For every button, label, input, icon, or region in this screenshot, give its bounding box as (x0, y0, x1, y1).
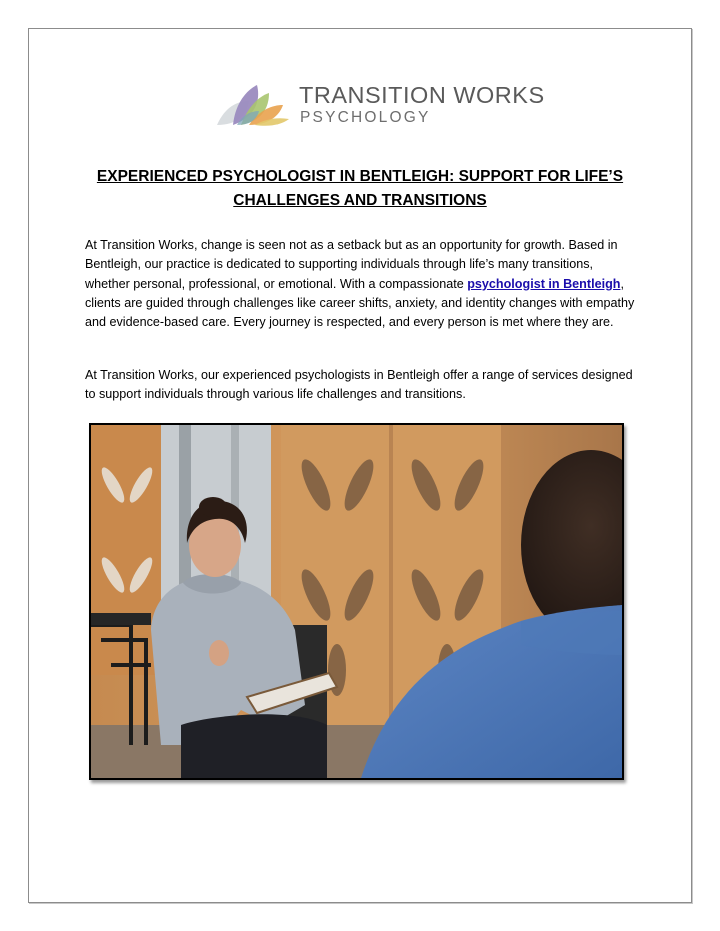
document-page (28, 28, 692, 903)
intro-text-after-link: , clients are guided through challenges like career shifts, anxiety, and identity changes with empathy and evidence-based care. Every journey is respected, and every person is met where they are. (85, 276, 635, 330)
title-line-2: CHALLENGES AND TRANSITIONS (233, 192, 487, 209)
logo-wordmark-primary: TRANSITION WORKS (299, 82, 545, 108)
psychologist-in-bentleigh-link[interactable]: psychologist in Bentleigh (467, 276, 621, 291)
intro-paragraph (85, 236, 641, 332)
intro-text-before-link: At Transition Works, change is seen not as a setback but as an opportunity for growth. Based in Bentleigh, our practice is dedicated to supporting individuals through life’s many transitions, whether personal, professional, or emotional. With a compassionate (85, 238, 618, 291)
page-title (69, 165, 651, 213)
transition-works-logo (211, 81, 545, 131)
services-paragraph: At Transition Works, our experienced psychologists in Bentleigh offer a range of services designed to support individuals through various life challenges and transitions. (85, 368, 633, 402)
lotus-logo-icon (211, 81, 293, 131)
therapy-session-illustration (91, 425, 622, 778)
title-line-1: EXPERIENCED PSYCHOLOGIST IN BENTLEIGH: SUPPORT FOR LIFE’S (96, 168, 624, 185)
therapy-session-photo (89, 423, 624, 780)
logo-wordmark-secondary: PSYCHOLOGY (300, 109, 431, 126)
